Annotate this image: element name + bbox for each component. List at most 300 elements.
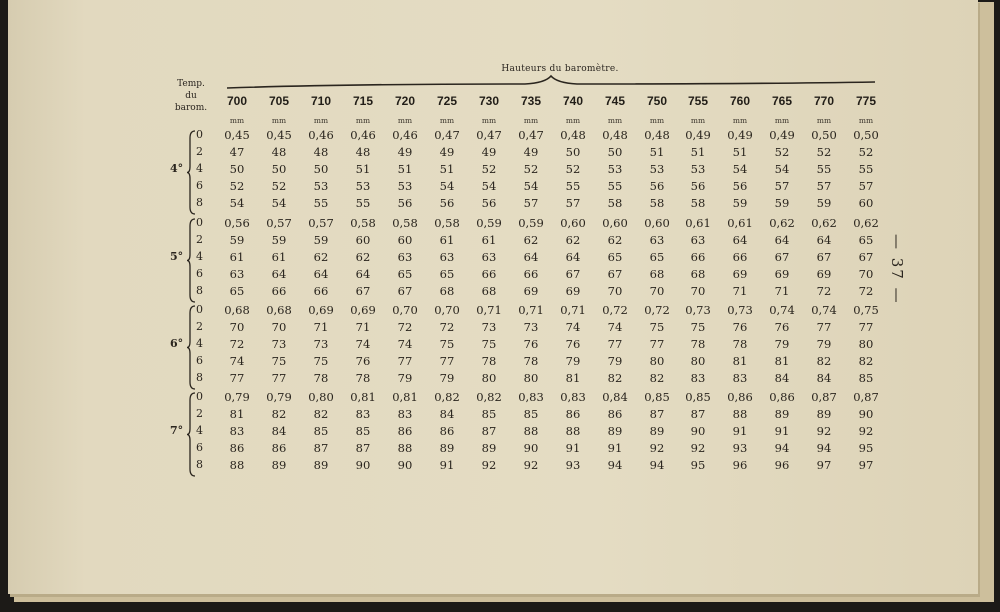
table-cell: 64 — [313, 267, 329, 281]
table-cell: 75 — [313, 354, 329, 368]
temperature-tenth: 8 — [196, 284, 203, 297]
column-header: 755 — [687, 94, 709, 108]
table-cell: 54 — [481, 179, 497, 193]
table-cell: 53 — [690, 162, 706, 176]
table-cell: 85 — [858, 371, 874, 385]
table-cell: 90 — [523, 441, 539, 455]
table-cell: 57 — [774, 179, 790, 193]
table-cell: 52 — [858, 145, 874, 159]
temperature-tenth: 6 — [196, 441, 203, 454]
table-cell: 68 — [481, 284, 497, 298]
table-cell: 95 — [690, 458, 706, 472]
table-cell: 81 — [774, 354, 790, 368]
table-cell: 74 — [355, 337, 371, 351]
table-cell: 69 — [732, 267, 748, 281]
table-cell: 85 — [523, 407, 539, 421]
table-cell: 90 — [858, 407, 874, 421]
table-cell: 67 — [816, 250, 832, 264]
table-cell: 86 — [565, 407, 581, 421]
table-cell: 63 — [690, 233, 706, 247]
table-cell: 64 — [774, 233, 790, 247]
table-cell: 84 — [439, 407, 455, 421]
table-cell: 86 — [397, 424, 413, 438]
table-cell: 91 — [732, 424, 748, 438]
temperature-tenth: 2 — [196, 145, 203, 158]
table-cell: 56 — [481, 196, 497, 210]
temperature-tenth: 0 — [196, 390, 203, 403]
column-header: 775 — [855, 94, 877, 108]
table-cell: 88 — [565, 424, 581, 438]
table-cell: 65 — [607, 250, 623, 264]
table-cell: 74 — [229, 354, 245, 368]
table-title: Hauteurs du baromètre. — [501, 64, 619, 74]
table-cell: 0,59 — [518, 216, 544, 230]
table-cell: 75 — [271, 354, 287, 368]
table-cell: 76 — [523, 337, 539, 351]
table-cell: 52 — [481, 162, 497, 176]
table-cell: 81 — [732, 354, 748, 368]
unit-label: mm — [271, 116, 287, 125]
temperature-tenth: 2 — [196, 407, 203, 420]
table-cell: 59 — [774, 196, 790, 210]
column-header: 750 — [646, 94, 668, 108]
table-cell: 86 — [229, 441, 245, 455]
table-cell: 56 — [649, 179, 665, 193]
table-cell: 56 — [690, 179, 706, 193]
table-cell: 0,86 — [769, 390, 795, 404]
table-cell: 92 — [858, 424, 874, 438]
table-cell: 65 — [858, 233, 874, 247]
column-header: 735 — [520, 94, 542, 108]
table-cell: 0,45 — [266, 128, 292, 142]
table-cell: 0,68 — [266, 303, 292, 317]
table-cell: 0,46 — [350, 128, 376, 142]
table-cell: 77 — [229, 371, 245, 385]
table-cell: 84 — [774, 371, 790, 385]
table-cell: 64 — [523, 250, 539, 264]
table-cell: 54 — [271, 196, 287, 210]
table-cell: 73 — [523, 320, 539, 334]
table-cell: 66 — [271, 284, 287, 298]
table-cell: 58 — [690, 196, 706, 210]
table-cell: 64 — [816, 233, 832, 247]
table-cell: 53 — [355, 179, 371, 193]
table-cell: 67 — [774, 250, 790, 264]
table-cell: 0,82 — [434, 390, 460, 404]
table-cell: 68 — [690, 267, 706, 281]
table-cell: 64 — [732, 233, 748, 247]
table-row — [0, 407, 1000, 423]
table-cell: 0,83 — [560, 390, 586, 404]
table-cell: 59 — [816, 196, 832, 210]
table-cell: 95 — [858, 441, 874, 455]
table-cell: 0,81 — [392, 390, 418, 404]
page-number — [890, 234, 910, 314]
table-cell: 0,80 — [308, 390, 334, 404]
temperature-tenth: 4 — [196, 337, 203, 350]
table-cell: 79 — [607, 354, 623, 368]
table-cell: 69 — [774, 267, 790, 281]
table-cell: 66 — [732, 250, 748, 264]
unit-label: mm — [565, 116, 581, 125]
table-cell: 0,48 — [644, 128, 670, 142]
table-cell: 52 — [229, 179, 245, 193]
table-cell: 67 — [397, 284, 413, 298]
table-cell: 90 — [690, 424, 706, 438]
column-header: 760 — [729, 94, 751, 108]
table-cell: 0,85 — [644, 390, 670, 404]
unit-label: mm — [607, 116, 623, 125]
unit-label: mm — [397, 116, 413, 125]
table-cell: 78 — [523, 354, 539, 368]
table-cell: 97 — [816, 458, 832, 472]
table-cell: 67 — [858, 250, 874, 264]
table-cell: 86 — [607, 407, 623, 421]
table-cell: 72 — [397, 320, 413, 334]
table-cell: 53 — [649, 162, 665, 176]
table-cell: 55 — [816, 162, 832, 176]
table-cell: 87 — [481, 424, 497, 438]
table-cell: 54 — [523, 179, 539, 193]
table-row — [0, 354, 1000, 370]
table-cell: 55 — [565, 179, 581, 193]
table-cell: 78 — [355, 371, 371, 385]
table-row — [0, 196, 1000, 212]
table-cell: 61 — [481, 233, 497, 247]
table-cell: 82 — [607, 371, 623, 385]
table-cell: 60 — [858, 196, 874, 210]
table-cell: 52 — [816, 145, 832, 159]
table-cell: 91 — [774, 424, 790, 438]
table-cell: 82 — [816, 354, 832, 368]
table-cell: 54 — [439, 179, 455, 193]
table-cell: 80 — [481, 371, 497, 385]
temperature-group-label: 5° — [170, 250, 184, 263]
page-number-text: — 37 — — [888, 234, 906, 305]
table-cell: 80 — [523, 371, 539, 385]
table-cell: 0,74 — [811, 303, 837, 317]
table-cell: 0,73 — [685, 303, 711, 317]
table-cell: 69 — [816, 267, 832, 281]
table-cell: 0,56 — [224, 216, 250, 230]
unit-label: mm — [313, 116, 329, 125]
table-cell: 0,71 — [518, 303, 544, 317]
table-cell: 76 — [355, 354, 371, 368]
table-cell: 64 — [355, 267, 371, 281]
table-cell: 75 — [690, 320, 706, 334]
column-header: 770 — [813, 94, 835, 108]
temperature-tenth: 8 — [196, 371, 203, 384]
table-row — [0, 233, 1000, 249]
table-row — [0, 267, 1000, 283]
table-cell: 48 — [313, 145, 329, 159]
table-cell: 84 — [271, 424, 287, 438]
table-cell: 85 — [313, 424, 329, 438]
table-cell: 70 — [607, 284, 623, 298]
table-cell: 49 — [439, 145, 455, 159]
table-cell: 62 — [355, 250, 371, 264]
unit-label: mm — [355, 116, 371, 125]
table-cell: 53 — [313, 179, 329, 193]
table-cell: 89 — [774, 407, 790, 421]
table-cell: 55 — [355, 196, 371, 210]
table-row — [0, 390, 1000, 406]
temp-label-line3: barom. — [174, 103, 208, 113]
table-cell: 68 — [649, 267, 665, 281]
table-cell: 88 — [732, 407, 748, 421]
table-cell: 53 — [607, 162, 623, 176]
table-cell: 50 — [271, 162, 287, 176]
table-cell: 0,75 — [853, 303, 879, 317]
table-cell: 91 — [439, 458, 455, 472]
table-cell: 96 — [774, 458, 790, 472]
table-cell: 65 — [229, 284, 245, 298]
table-cell: 70 — [229, 320, 245, 334]
table-cell: 70 — [271, 320, 287, 334]
table-row — [0, 145, 1000, 161]
table-cell: 82 — [271, 407, 287, 421]
table-row — [0, 216, 1000, 232]
table-cell: 56 — [397, 196, 413, 210]
table-cell: 57 — [565, 196, 581, 210]
unit-label: mm — [816, 116, 832, 125]
table-cell: 47 — [229, 145, 245, 159]
table-cell: 62 — [313, 250, 329, 264]
table-cell: 0,81 — [350, 390, 376, 404]
table-cell: 78 — [732, 337, 748, 351]
table-cell: 77 — [397, 354, 413, 368]
table-cell: 55 — [313, 196, 329, 210]
table-cell: 85 — [355, 424, 371, 438]
table-cell: 87 — [649, 407, 665, 421]
table-cell: 0,87 — [811, 390, 837, 404]
table-cell: 59 — [271, 233, 287, 247]
temperature-tenth: 4 — [196, 250, 203, 263]
table-cell: 0,59 — [476, 216, 502, 230]
column-header: 745 — [604, 94, 626, 108]
table-cell: 70 — [858, 267, 874, 281]
table-cell: 74 — [397, 337, 413, 351]
unit-label: mm — [732, 116, 748, 125]
table-cell: 0,83 — [518, 390, 544, 404]
table-cell: 89 — [649, 424, 665, 438]
table-cell: 89 — [816, 407, 832, 421]
table-cell: 51 — [355, 162, 371, 176]
temperature-tenth: 0 — [196, 303, 203, 316]
table-cell: 0,46 — [308, 128, 334, 142]
table-cell: 77 — [649, 337, 665, 351]
table-cell: 66 — [481, 267, 497, 281]
table-cell: 0,58 — [392, 216, 418, 230]
table-cell: 0,49 — [685, 128, 711, 142]
unit-label: mm — [774, 116, 790, 125]
table-cell: 81 — [229, 407, 245, 421]
table-cell: 90 — [355, 458, 371, 472]
table-cell: 54 — [732, 162, 748, 176]
table-cell: 0,70 — [392, 303, 418, 317]
temperature-tenth: 6 — [196, 267, 203, 280]
table-cell: 0,60 — [560, 216, 586, 230]
column-headers — [0, 94, 1000, 110]
table-cell: 77 — [439, 354, 455, 368]
table-cell: 80 — [690, 354, 706, 368]
table-cell: 0,57 — [308, 216, 334, 230]
table-cell: 92 — [481, 458, 497, 472]
table-cell: 54 — [774, 162, 790, 176]
unit-label: mm — [481, 116, 497, 125]
table-cell: 62 — [565, 233, 581, 247]
table-cell: 67 — [607, 267, 623, 281]
table-cell: 66 — [523, 267, 539, 281]
temperature-group-label: 6° — [170, 337, 184, 350]
table-cell: 82 — [649, 371, 665, 385]
table-cell: 94 — [816, 441, 832, 455]
table-cell: 0,62 — [811, 216, 837, 230]
column-header: 730 — [478, 94, 500, 108]
table-cell: 75 — [649, 320, 665, 334]
temperature-tenth: 6 — [196, 354, 203, 367]
temp-label-line1: Temp. — [177, 79, 205, 89]
table-cell: 61 — [271, 250, 287, 264]
table-cell: 86 — [439, 424, 455, 438]
temperature-tenth: 0 — [196, 216, 203, 229]
table-cell: 76 — [774, 320, 790, 334]
table-cell: 50 — [607, 145, 623, 159]
unit-label: mm — [523, 116, 539, 125]
table-cell: 94 — [649, 458, 665, 472]
table-cell: 72 — [439, 320, 455, 334]
table-cell: 78 — [313, 371, 329, 385]
table-cell: 83 — [690, 371, 706, 385]
table-cell: 87 — [355, 441, 371, 455]
table-cell: 71 — [774, 284, 790, 298]
table-cell: 60 — [355, 233, 371, 247]
table-cell: 0,46 — [392, 128, 418, 142]
table-cell: 85 — [481, 407, 497, 421]
column-header: 710 — [310, 94, 332, 108]
table-cell: 92 — [690, 441, 706, 455]
table-cell: 89 — [607, 424, 623, 438]
column-header: 705 — [268, 94, 290, 108]
table-cell: 63 — [649, 233, 665, 247]
table-cell: 68 — [439, 284, 455, 298]
table-cell: 0,48 — [602, 128, 628, 142]
table-cell: 92 — [816, 424, 832, 438]
table-cell: 78 — [481, 354, 497, 368]
unit-label: mm — [649, 116, 665, 125]
table-cell: 0,84 — [602, 390, 628, 404]
table-cell: 66 — [313, 284, 329, 298]
table-cell: 0,62 — [853, 216, 879, 230]
table-cell: 50 — [313, 162, 329, 176]
table-cell: 0,79 — [224, 390, 250, 404]
table-cell: 76 — [565, 337, 581, 351]
table-cell: 0,62 — [769, 216, 795, 230]
table-cell: 54 — [229, 196, 245, 210]
temperature-tenth: 2 — [196, 233, 203, 246]
table-cell: 0,49 — [727, 128, 753, 142]
table-cell: 58 — [649, 196, 665, 210]
table-cell: 93 — [732, 441, 748, 455]
table-row — [0, 128, 1000, 144]
table-row — [0, 162, 1000, 178]
table-cell: 0,58 — [350, 216, 376, 230]
table-cell: 0,69 — [308, 303, 334, 317]
table-cell: 48 — [355, 145, 371, 159]
table-cell: 64 — [565, 250, 581, 264]
table-cell: 97 — [858, 458, 874, 472]
table-cell: 71 — [355, 320, 371, 334]
table-cell: 63 — [439, 250, 455, 264]
table-cell: 52 — [523, 162, 539, 176]
table-cell: 0,72 — [602, 303, 628, 317]
table-cell: 51 — [690, 145, 706, 159]
temperature-tenth: 0 — [196, 128, 203, 141]
table-cell: 65 — [397, 267, 413, 281]
table-cell: 53 — [397, 179, 413, 193]
table-cell: 71 — [732, 284, 748, 298]
table-cell: 0,47 — [434, 128, 460, 142]
table-cell: 61 — [229, 250, 245, 264]
column-header: 740 — [562, 94, 584, 108]
column-header: 720 — [394, 94, 416, 108]
table-row — [0, 250, 1000, 266]
temp-label-line2: du — [185, 91, 197, 101]
table-cell: 77 — [816, 320, 832, 334]
table-cell: 0,49 — [769, 128, 795, 142]
table-cell: 50 — [565, 145, 581, 159]
table-cell: 65 — [439, 267, 455, 281]
table-cell: 83 — [355, 407, 371, 421]
table-cell: 52 — [271, 179, 287, 193]
unit-label: mm — [439, 116, 455, 125]
temperature-group-label: 7° — [170, 424, 184, 437]
table-cell: 92 — [523, 458, 539, 472]
table-row — [0, 424, 1000, 440]
table-cell: 75 — [439, 337, 455, 351]
table-row — [0, 179, 1000, 195]
table-cell: 77 — [607, 337, 623, 351]
table-cell: 72 — [229, 337, 245, 351]
temperature-tenth: 4 — [196, 424, 203, 437]
temperature-tenth: 4 — [196, 162, 203, 175]
table-cell: 0,72 — [644, 303, 670, 317]
table-row — [0, 458, 1000, 474]
column-header: 715 — [352, 94, 374, 108]
table-cell: 92 — [649, 441, 665, 455]
table-cell: 71 — [313, 320, 329, 334]
table-cell: 79 — [816, 337, 832, 351]
table-cell: 91 — [565, 441, 581, 455]
header-brace — [225, 72, 877, 92]
table-cell: 0,61 — [727, 216, 753, 230]
table-cell: 69 — [523, 284, 539, 298]
table-cell: 55 — [858, 162, 874, 176]
table-cell: 0,50 — [853, 128, 879, 142]
table-cell: 0,71 — [560, 303, 586, 317]
table-cell: 0,86 — [727, 390, 753, 404]
table-cell: 76 — [732, 320, 748, 334]
table-cell: 94 — [774, 441, 790, 455]
table-cell: 89 — [313, 458, 329, 472]
table-cell: 84 — [816, 371, 832, 385]
table-cell: 0,47 — [476, 128, 502, 142]
table-cell: 62 — [607, 233, 623, 247]
table-cell: 90 — [397, 458, 413, 472]
table-cell: 51 — [439, 162, 455, 176]
unit-label: mm — [690, 116, 706, 125]
table-cell: 51 — [649, 145, 665, 159]
